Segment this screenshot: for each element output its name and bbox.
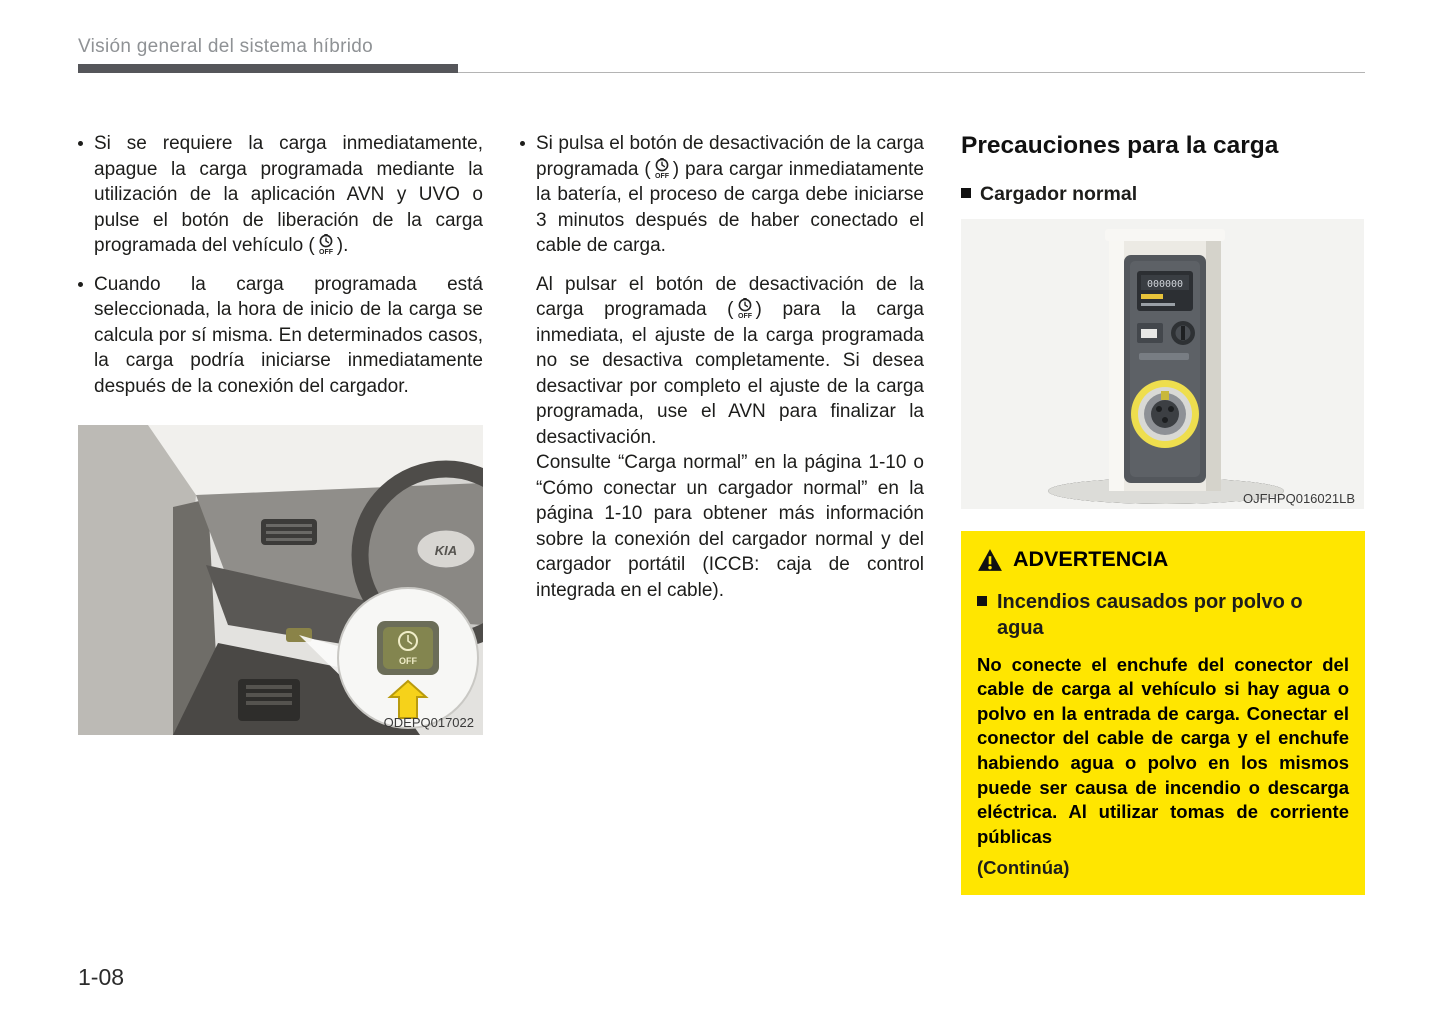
content-columns (78, 131, 1365, 895)
list-item (520, 131, 924, 259)
scheduled-charging-off-icon (315, 234, 337, 255)
figure-code: OJFHPQ016021LB (1242, 491, 1355, 507)
text-fragment: ) para cargar inmediatamente la batería, el proceso de carga debe iniciarse 3 minutos después de haber conectado el cable de carga. (536, 158, 924, 256)
paragraph (536, 272, 924, 451)
off-icon-label: OFF (654, 172, 669, 179)
paragraph: Consulte “Carga normal” en la página 1-10 o “Cómo conectar un cargador normal” en la página 1-10 para obtener más información sobre la conexión del cargador normal y del cargador portátil (ICCB: caja de control integrada en el cable). (536, 452, 924, 601)
charger-display-value: 000000 (1146, 279, 1184, 291)
page-number: 1-08 (78, 964, 125, 990)
subheading-row (961, 182, 1365, 208)
callout-button-off-label: OFF (399, 656, 417, 666)
header-rule-thick (78, 64, 458, 73)
figure-code: ODEPQ017022 (383, 715, 474, 730)
text-fragment: Si pulsa el botón de desactivación de la carga programada ( (536, 133, 924, 180)
interior-photo-figure (78, 425, 483, 735)
warning-subtitle: Incendios causados por polvo o agua (997, 590, 1303, 639)
paragraph-text (536, 131, 924, 259)
header-rule-thin (458, 72, 1365, 73)
list-item (78, 131, 483, 259)
charging-station-illustration (961, 219, 1364, 509)
text-fragment: Si se requiere la carga inmediatamente, apague la carga programada mediante la utilización de la aplicación AVN y UVO o pulse el botón de liberación de la carga programada del vehículo ( (94, 133, 483, 256)
text-fragment: ). (336, 235, 349, 256)
charger-photo-figure (961, 219, 1364, 509)
warning-icon (977, 548, 1003, 572)
paragraph-text (94, 131, 483, 259)
scheduled-charging-off-icon (734, 298, 756, 319)
warning-body: No conecte el enchufe del conector del cable de carga al vehículo si hay agua o polvo en la entrada de carga. Conectar el conector del cable de carga y el enchufe habiendo agua o polvo en los mismos puede ser causa de incendio o descarga eléctrica. Al utilizar tomas de corriente públicas (977, 653, 1349, 847)
bullet-icon (78, 131, 94, 259)
header-title: Visión general del sistema híbrido (78, 36, 374, 57)
paragraph-text: Cuando la carga programada está seleccionada, la hora de inicio de la carga se calcula por sí misma. En determinados casos, la carga podría iniciarse inmediatamente después de la conexión del cargador. (94, 273, 483, 397)
bullet-icon (520, 131, 536, 259)
column-1 (78, 131, 483, 895)
scheduled-charging-off-icon (651, 158, 673, 179)
subheading-label: Cargador normal (980, 182, 1138, 205)
text-fragment: Al pulsar el botón de desactivación de la carga programada ( (536, 273, 924, 320)
off-icon-label: OFF (737, 313, 752, 319)
list-item (78, 272, 483, 400)
column-2 (520, 131, 924, 895)
warning-box (961, 531, 1365, 895)
off-icon-label: OFF (318, 249, 333, 255)
section-heading: Precauciones para la carga (961, 132, 1279, 159)
warning-title: ADVERTENCIA (1013, 547, 1169, 572)
square-bullet-icon (977, 596, 987, 606)
header-rule (78, 64, 1365, 73)
car-interior-illustration (78, 425, 483, 735)
square-bullet-icon (961, 188, 971, 198)
page-header (78, 36, 1365, 73)
bullet-icon (78, 272, 94, 400)
warning-subtitle-row (977, 589, 1349, 641)
warning-continued: (Continúa) (977, 857, 1070, 879)
warning-title-row (977, 547, 1349, 573)
text-fragment: ) para la carga inmediata, el ajuste de la carga programada no se desactiva completamente. Si desea desactivar por completo el ajuste de la carga programada, use el AVN para finalizar la desactivación. (536, 299, 924, 448)
column-3 (961, 131, 1365, 895)
kia-badge: KIA (434, 543, 458, 558)
